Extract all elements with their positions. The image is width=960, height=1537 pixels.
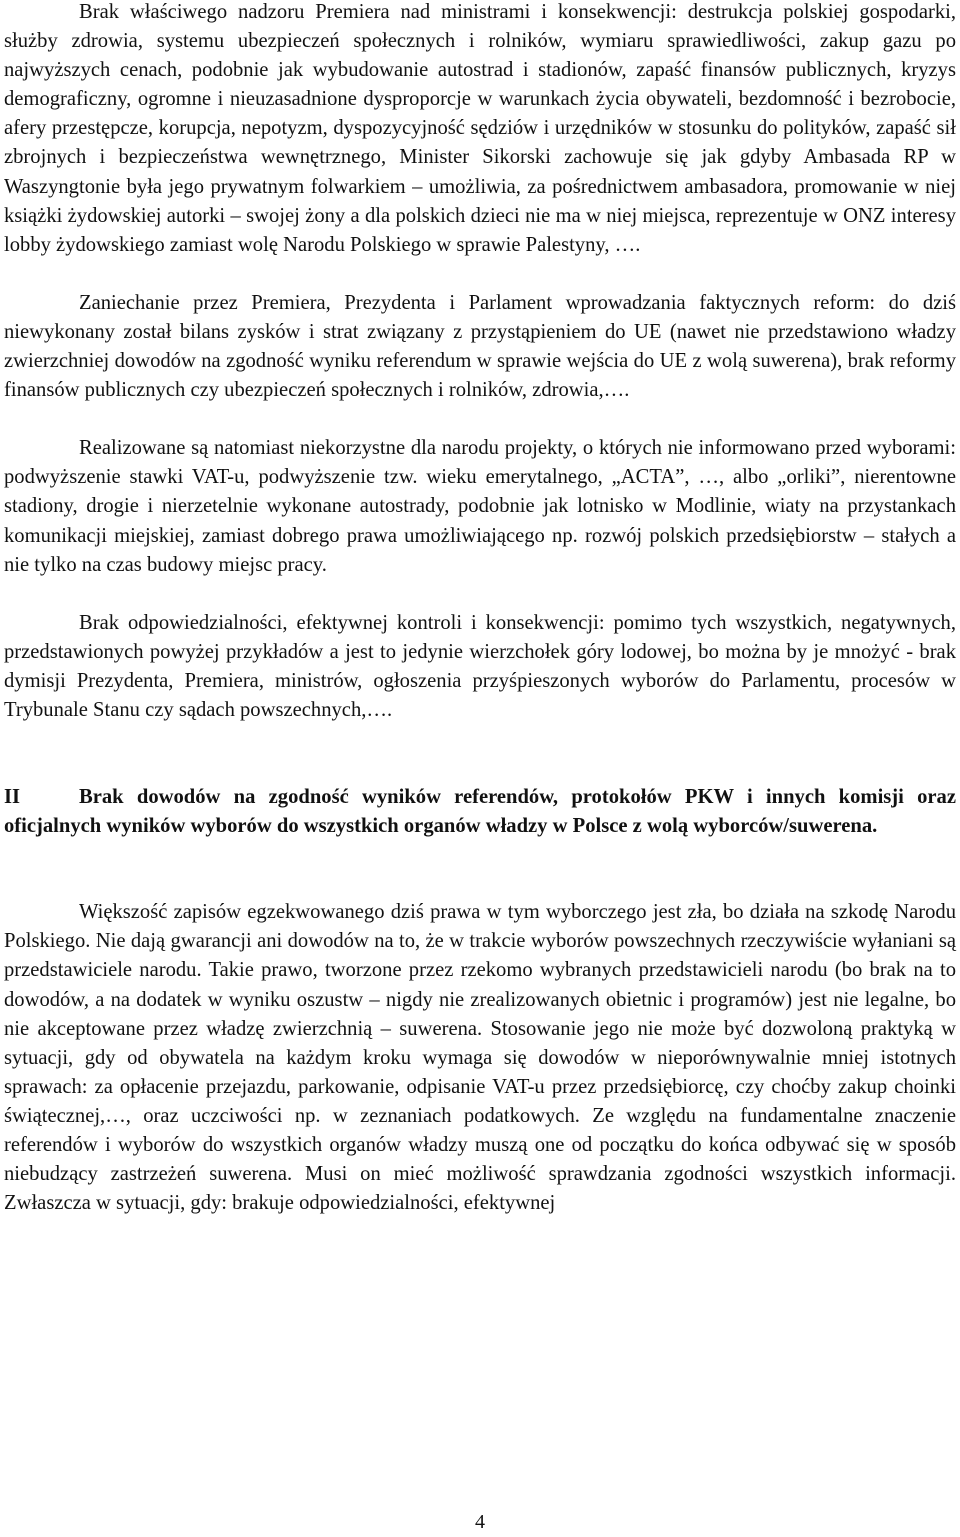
- section-title: Brak dowodów na zgodność wyników referendów, protokołów PKW i innych komisji oraz oficjalnych wyników wyborów do wszystkich organów władzy w Polsce z wolą wyborców/suwerena.: [4, 786, 956, 838]
- paragraph-reforms: Zaniechanie przez Premiera, Prezydenta i Parlament wprowadzania faktycznych reform: do dziś niewykonany został bilans zysków i strat związany z przystąpieniem do UE (nawet nie przedstawiono władzy zwierzchniej dowodów na zgodność wyniku referendum w sprawie wejścia do UE z wolą suwerena), brak reformy finansów publicznych czy ubezpieczeń społecznych i rolników, zdrowia,….: [4, 291, 956, 402]
- document-page: [4, 0, 956, 1218]
- section-heading: [4, 783, 956, 841]
- paragraph-responsibility: Brak odpowiedzialności, efektywnej kontroli i konsekwencji: pomimo tych wszystkich, negatywnych, przedstawionych powyżej przykładów a jest to jedynie wierzchołek góry lodowej, bo można by je mnożyć - brak dymisji Prezydenta, Premiera, ministrów, ogłoszenia przyśpieszonych wyborów do Parlamentu, procesów w Trybunale Stanu czy sądach powszechnych,….: [4, 611, 956, 721]
- paragraph-electoral-law: Większość zapisów egzekwowanego dziś prawa w tym wyborczego jest zła, bo działa na szkodę Narodu Polskiego. Nie dają gwarancji ani dowodów na to, że w trakcie wyborów powszechnych rzeczywiście wyłaniani są przedstawiciele narodu. Takie prawo, tworzone przez rzekomo wybranych przedstawicieli narodu (bo brak na to dowodów, a na dodatek w wyniku oszustw – nigdy nie zrealizowanych obietnic i programów) jest nie legalne, bo nie akceptowane przez władzę zwierzchnią – suwerena. Stosowanie jego nie może być dozwoloną praktyką w sytuacji, gdy od obywatela na każdym kroku wymaga się dowodów w nieporównywalnie mniej istotnych sprawach: za opłacenie przejazdu, parkowanie, odpisanie VAT-u przez przedsiębiorcę, czy choćby zakup choinki świątecznej,…, oraz uczciwości np. w zeznaniach podatkowych. Ze względu na fundamentalne znaczenie referendów i wyborów do wszystkich organów władzy muszą one od początku do końca odbywać się w sposób niebudzący zastrzeżeń suwerena. Musi on mieć możliwość sprawdzania zgodności wszystkich informacji. Zwłaszcza w sytuacji, gdy: brakuje odpowiedzialności, efektywnej: [4, 901, 956, 1215]
- page-number: 4: [475, 1511, 485, 1533]
- paragraph-supervision: Brak właściwego nadzoru Premiera nad ministrami i konsekwencji: destrukcja polskiej gospodarki, służby zdrowia, systemu ubezpieczeń społecznych i rolników, wymiaru sprawiedliwości, zakup gazu po najwyższych cenach, podobnie jak wybudowanie autostrad i stadionów, zapaść finansów publicznych, kryzys demograficzny, ogromne i nieuzasadnione dysproporcje w warunkach życia obywateli, bezdomność i bezrobocie, afery przestępcze, korupcja, nepotyzm, dyspozycyjność sędziów i urzędników w stosunku do polityków, zapaść sił zbrojnych i bezpieczeństwa wewnętrznego, Minister Sikorski zachowuje się jak gdyby Ambasada RP w Waszyngtonie była jego prywatnym folwarkiem – umożliwia, za pośrednictwem ambasadora, promowanie w niej książki żydowskiej autorki – swojej żony a dla polskich dzieci nie ma w niej miejsca, reprezentuje w ONZ interesy lobby żydowskiego zamiast wolę Narodu Polskiego w sprawie Palestyny, ….: [4, 1, 956, 256]
- section-number: II: [4, 786, 21, 809]
- paragraph-projects: Realizowane są natomiast niekorzystne dla narodu projekty, o których nie informowano przed wyborami: podwyższenie stawki VAT-u, podwyższenie tzw. wieku emerytalnego, „ACTA”, …, albo „orliki”, nierentowne stadiony, drogie i nierzetelnie wykonane autostrady, podobnie jak lotnisko w Modlinie, wiaty na przystankach komunikacji miejskiej, zamiast dobrego prawa umożliwiającego np. rozwój polskich przedsiębiorstw – stałych a nie tylko na czas budowy miejsc pracy.: [4, 437, 956, 576]
